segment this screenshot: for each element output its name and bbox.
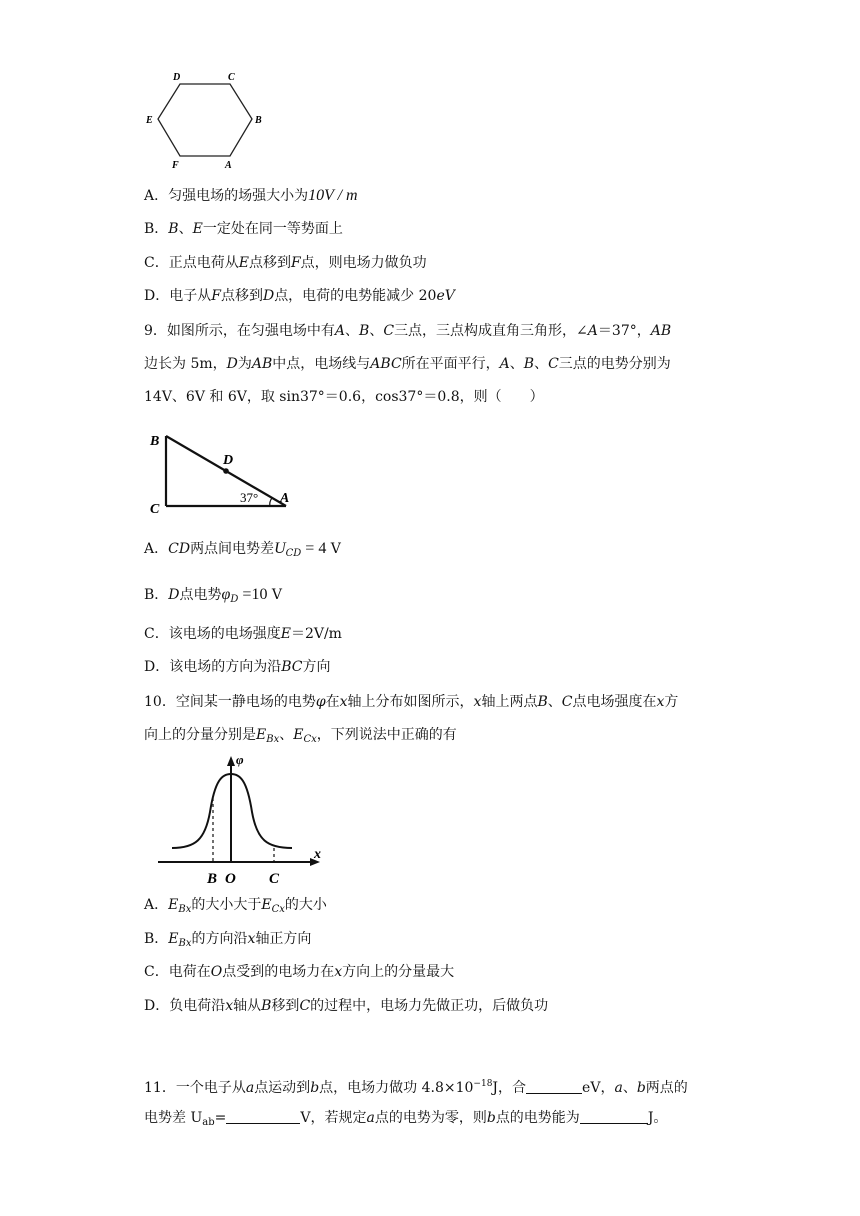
graph-label-o: O xyxy=(225,871,236,887)
potential-graph xyxy=(150,752,340,888)
q10-option-a: A．$E_{Bx}$的大小大于$E_{Cx}$的大小 xyxy=(144,897,327,915)
q10-stem-line-2: 向上的分量分别是$E_{Bx}$、$E_{Cx}$，下列说法中正确的有 xyxy=(144,727,457,745)
graph-label-phi: φ xyxy=(236,752,244,767)
q11-blank-energy[interactable] xyxy=(580,1109,648,1124)
hex-label-e: E xyxy=(146,115,153,126)
q8-option-c: C．正点电荷从E点移到F点，则电场力做负功 xyxy=(144,255,427,271)
q11-blank-ev[interactable] xyxy=(526,1079,582,1094)
hex-label-a: A xyxy=(225,160,232,171)
q9-stem-line-2: 边长为 5m，D为AB中点，电场线与ABC所在平面平行，A、B、C三点的电势分别为 xyxy=(144,356,671,372)
q11-line-2: 电势差 $U_{ab}= V$，若规定a点的电势为零，则b点的电势能为 J。 xyxy=(144,1110,668,1128)
q9-option-b: B．D点电势$\varphi_D =10$ V xyxy=(144,586,283,605)
tri-label-a: A xyxy=(280,491,290,506)
q9-stem-line-3: 14V、6V 和 6V，取 sin37°＝0.6，cos37°＝0.8，则（ ） xyxy=(144,389,544,405)
q11-line-1: 11．一个电子从a点运动到b点，电场力做功 $4.8\times 10^{-18}J$，合 eV，a、b两点的 xyxy=(144,1079,688,1096)
graph-label-b: B xyxy=(207,871,218,887)
tri-label-b: B xyxy=(150,434,160,449)
tri-angle-label: 37° xyxy=(240,490,259,505)
hex-label-f: F xyxy=(172,160,179,171)
hex-label-b: B xyxy=(255,115,262,126)
q8-option-b: B．B、E一定处在同一等势面上 xyxy=(144,221,343,237)
hex-label-d: D xyxy=(173,72,181,83)
tri-label-c: C xyxy=(150,502,160,517)
q10-option-d: D．负电荷沿x轴从B移到C的过程中，电场力先做正功，后做负功 xyxy=(144,998,549,1014)
hexagon-figure xyxy=(142,68,272,174)
q8-option-d: D．电子从F点移到D点，电荷的电势能减少 20eV xyxy=(144,288,455,304)
triangle-figure xyxy=(144,428,294,520)
graph-label-c: C xyxy=(269,871,280,887)
q10-option-b: B．$E_{Bx}$的方向沿x轴正方向 xyxy=(144,931,312,949)
q10-option-c: C．电荷在O点受到的电场力在x方向上的分量最大 xyxy=(144,964,455,980)
graph-label-x: x xyxy=(314,847,321,862)
tri-label-d: D xyxy=(223,453,234,468)
hex-label-c: C xyxy=(228,72,235,83)
q11-blank-uab[interactable] xyxy=(226,1109,300,1124)
q9-option-a: A．CD两点间电势差$U_{CD} = 4$ V xyxy=(144,540,341,559)
q9-option-d: D．该电场的方向为沿BC方向 xyxy=(144,659,331,675)
q10-stem-line-1: 10．空间某一静电场的电势φ在x轴上分布如图所示，x轴上两点B、C点电场强度在x方 xyxy=(144,694,679,710)
q9-option-c: C．该电场的电场强度E＝2V/m xyxy=(144,626,342,642)
q8-option-a: A．匀强电场的场强大小为10V / m xyxy=(144,187,358,204)
q9-stem-line-1: 9．如图所示，在匀强电场中有A、B、C三点，三点构成直角三角形，∠A＝37°，AB xyxy=(144,323,672,339)
